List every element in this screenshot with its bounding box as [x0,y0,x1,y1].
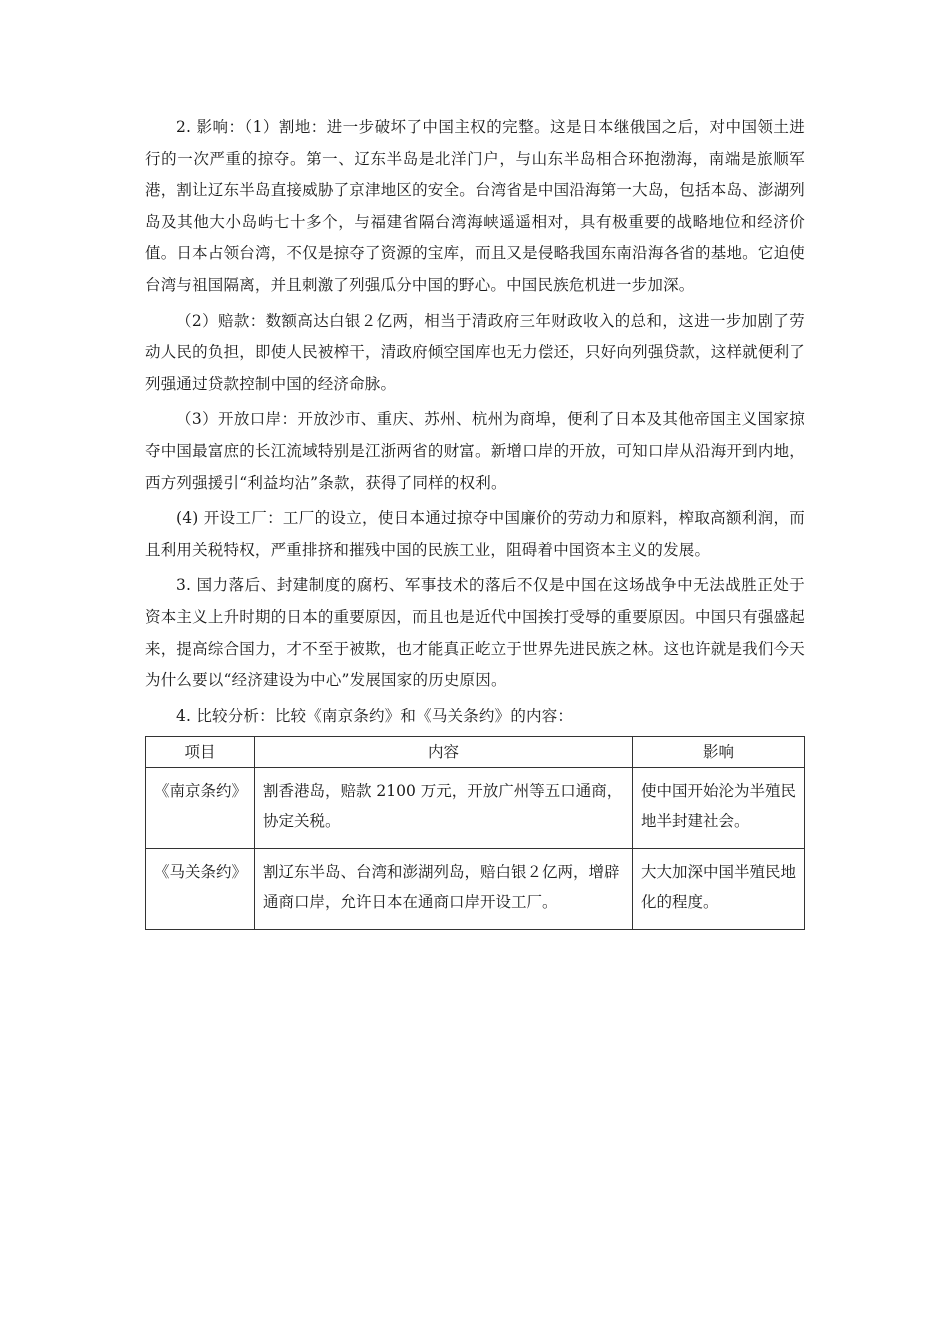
paragraph-comparison-intro: 4. 比较分析：比较《南京条约》和《马关条约》的内容： [176,706,574,725]
paragraph-open-ports: （3）开放口岸：开放沙市、重庆、苏州、杭州为商埠，便利了日本及其他帝国主义国家掠夺中国最富庶的长江流域特别是江浙两省的财富。新增口岸的开放，可知口岸从沿海开到内地，西方列强援引“利益均沾”条款，获得了同样的权利。 [145,410,805,492]
header-item: 项目 [146,737,255,768]
cell-treaty-content: 割香港岛，赔款 2100 万元，开放广州等五口通商，协定关税。 [255,768,633,849]
cell-treaty-name: 《马关条约》 [146,849,255,930]
comparison-table [145,736,805,930]
table-row [146,768,805,849]
cell-treaty-impact: 使中国开始沦为半殖民地半封建社会。 [633,768,805,849]
table-header-row [146,737,805,768]
header-content: 内容 [255,737,633,768]
table-row [146,849,805,930]
document-page [145,112,805,930]
paragraph-factories: (4) 开设工厂：工厂的设立，使日本通过掠夺中国廉价的劳动力和原料，榨取高额利润，而且利用关税特权，严重排挤和摧残中国的民族工业，阻碍着中国资本主义的发展。 [145,509,805,559]
paragraph-indemnity: （2）赔款：数额高达白银２亿两，相当于清政府三年财政收入的总和，这进一步加剧了劳动人民的负担，即使人民被榨干，清政府倾空国库也无力偿还，只好向列强贷款，这样就便利了列强通过贷款控制中国的经济命脉。 [145,311,805,393]
paragraph-influence-territory: 2. 影响：（1）割地：进一步破坏了中国主权的完整。这是日本继俄国之后，对中国领土进行的一次严重的掠夺。第一、辽东半岛是北洋门户，与山东半岛相合环抱渤海，南端是旅顺军港，割让辽东半岛直接威胁了京津地区的安全。台湾省是中国沿海第一大岛，包括本岛、澎湖列岛及其他大小岛屿七十多个，与福建省隔台湾海峡遥遥相对，具有极重要的战略地位和经济价值。日本占领台湾，不仅是掠夺了资源的宝库，而且又是侵略我国东南沿海各省的基地。它迫使台湾与祖国隔离，并且刺激了列强瓜分中国的野心。中国民族危机进一步加深。 [145,118,805,294]
paragraph-reasons: 3. 国力落后、封建制度的腐朽、军事技术的落后不仅是中国在这场战争中无法战胜正处于资本主义上升时期的日本的重要原因，而且也是近代中国挨打受辱的重要原因。中国只有强盛起来，提高综合国力，才不至于被欺，也才能真正屹立于世界先进民族之林。这也许就是我们今天为什么要以“经济建设为中心”发展国家的历史原因。 [145,576,805,690]
cell-treaty-impact: 大大加深中国半殖民地化的程度。 [633,849,805,930]
header-impact: 影响 [633,737,805,768]
cell-treaty-content: 割辽东半岛、台湾和澎湖列岛，赔白银２亿两，增辟通商口岸，允许日本在通商口岸开设工厂。 [255,849,633,930]
cell-treaty-name: 《南京条约》 [146,768,255,849]
